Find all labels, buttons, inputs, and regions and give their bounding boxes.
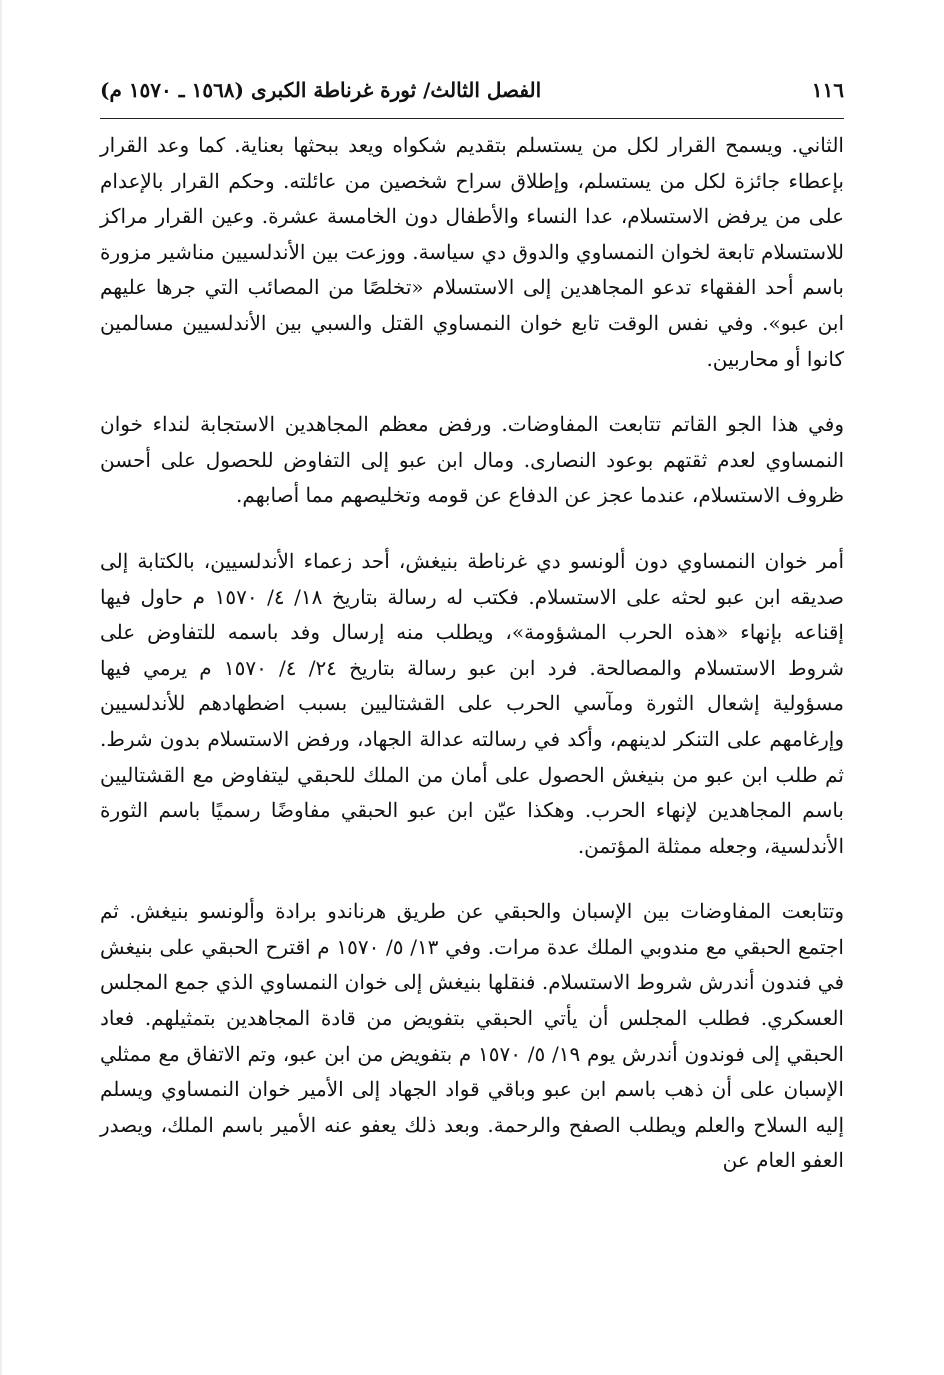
page-edge-shadow <box>0 0 3 1375</box>
paragraph-2: وفي هذا الجو القاتم تتابعت المفاوضات. ورفض معظم المجاهدين الاستجابة لنداء خوان النمساوي لعدم ثقتهم بوعود النصارى. ومال ابن عبو إلى التفاوض للحصول على أحسن ظروف الاستسلام، عندما عجز عن الدفاع عن قومه وتخليصهم مما أصابهم. <box>100 412 844 508</box>
header-rule <box>100 118 844 119</box>
paragraph-1: الثاني. ويسمح القرار لكل من يستسلم بتقديم شكواه ويعد ببحثها بعناية. كما وعد القرار بإعطاء جائزة لكل من يستسلم، وإطلاق سراح شخصين من عائلته. وحكم القرار بالإعدام على من يرفض الاستسلام، عدا النساء والأطفال دون الخامسة عشرة. وعين القرار مراكز للاستسلام تابعة لخوان النمساوي والدوق دي سياسة. ووزعت بين الأندلسيين مناشير مزورة باسم أحد الفقهاء تدعو المجاهدين إلى الاستسلام «تخلصًا من المصائب التي جرها عليهم ابن عبو». وفي نفس الوقت تابع خوان النمساوي القتل والسبي بين الأندلسيين مسالمين كانوا أو محاربين. <box>100 133 844 371</box>
paragraph-3: أمر خوان النمساوي دون ألونسو دي غرناطة بنيغش، أحد زعماء الأندلسيين، بالكتابة إلى صديقه ابن عبو لحثه على الاستسلام. فكتب له رسالة بتاريخ ١٨/ ٤/ ١٥٧٠ م حاول فيها إقناعه بإنهاء «هذه الحرب المشؤومة»، ويطلب منه إرسال وفد باسمه للتفاوض على شروط الاستسلام والمصالحة. فرد ابن عبو رسالة بتاريخ ٢٤/ ٤/ ١٥٧٠ م يرمي فيها مسؤولية إشعال الثورة ومآسي الحرب على القشتاليين بسبب اضطهادهم للأندلسيين وإرغامهم على التنكر لدينهم، وأكد في رسالته عدالة الجهاد، ورفض الاستسلام بدون شرط. ثم طلب ابن عبو من بنيغش الحصول على أمان من الملك للحبقي ليتفاوض مع القشتاليين باسم المجاهدين لإنهاء الحرب. وهكذا عيّن ابن عبو الحبقي مفاوضًا رسميًا باسم الثورة الأندلسية، وجعله ممثلة المؤتمن. <box>100 548 844 858</box>
running-title: الفصل الثالث/ ثورة غرناطة الكبرى (١٥٦٨ ـ ١٥٧٠ م) <box>100 78 542 102</box>
running-header <box>100 70 844 110</box>
paragraph-4: وتتابعت المفاوضات بين الإسبان والحبقي عن طريق هرناندو برادة وألونسو بنيغش. ثم اجتمع الحبقي مع مندوبي الملك عدة مرات. وفي ١٣/ ٥/ ١٥٧٠ م اقترح الحبقي على بنيغش في فندون أندرش شروط الاستسلام. فنقلها بنيغش إلى خوان النمساوي الذي جمع المجلس العسكري. فطلب المجلس أن يأتي الحبقي بتفويض من قادة المجاهدين بتمثيلهم. فعاد الحبقي إلى فوندون أندرش يوم ١٩/ ٥/ ١٥٧٠ م بتفويض من ابن عبو، وتم الاتفاق مع ممثلي الإسبان على أن ذهب باسم ابن عبو وباقي قواد الجهاد إلى الأمير خوان النمساوي ويسلم إليه السلاح والعلم ويطلب الصفح والرحمة. وبعد ذلك يعفو عنه الأمير باسم الملك، ويصدر العفو العام عن <box>100 899 844 1173</box>
page-body <box>100 128 844 1179</box>
page-number: ١١٦ <box>811 78 844 102</box>
